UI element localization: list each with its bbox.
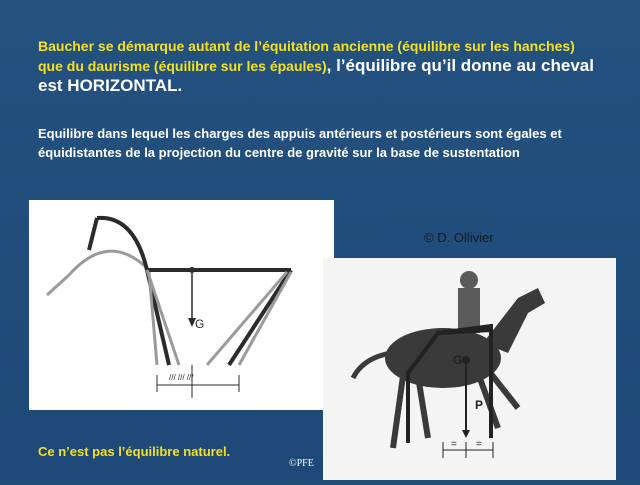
conclusion-text: Ce n’est pas l’équilibre naturel. — [38, 444, 231, 459]
gravity-label-2: G — [453, 353, 463, 367]
horse-photo-svg — [323, 258, 616, 480]
base-ticks-label: /// /// /// — [169, 373, 194, 382]
intro-text-white: , l’équilibre qu’il donne au cheval est HORIZONTAL. — [38, 56, 594, 95]
horse-rider-photo-diagram — [323, 258, 616, 480]
pfe-copyright: ©PFE — [289, 458, 314, 469]
hind-leg-dark — [229, 270, 291, 365]
gravity-label: G — [195, 317, 205, 331]
definition-paragraph: Equilibre dans lequel les charges des appuis antérieurs et postérieurs sont égales et équidistantes de la projection du centre de gravité sur la base de sustentation — [38, 126, 562, 160]
intro-paragraph — [38, 36, 598, 96]
photo-copyright: © D. Ollivier — [424, 230, 494, 245]
horse-hind-leg-1 — [393, 376, 403, 448]
weight-arrow — [462, 430, 470, 438]
equal-label-left: = — [451, 439, 457, 450]
head-grey-line — [47, 275, 69, 295]
weight-label: P — [475, 398, 484, 412]
equal-label-right: = — [476, 439, 482, 450]
balance-schematic-diagram — [29, 200, 334, 410]
balance-schematic-svg — [29, 200, 334, 410]
neck-grey-line — [69, 251, 149, 275]
intro-text-yellow: Baucher se démarque autant de l’équitation ancienne (équilibre sur les hanches) que du daurisme (équilibre sur les épaules) — [38, 38, 575, 74]
rider-head-shape — [460, 271, 478, 289]
head-dark-line — [89, 218, 97, 250]
horse-tail-shape — [353, 353, 391, 378]
